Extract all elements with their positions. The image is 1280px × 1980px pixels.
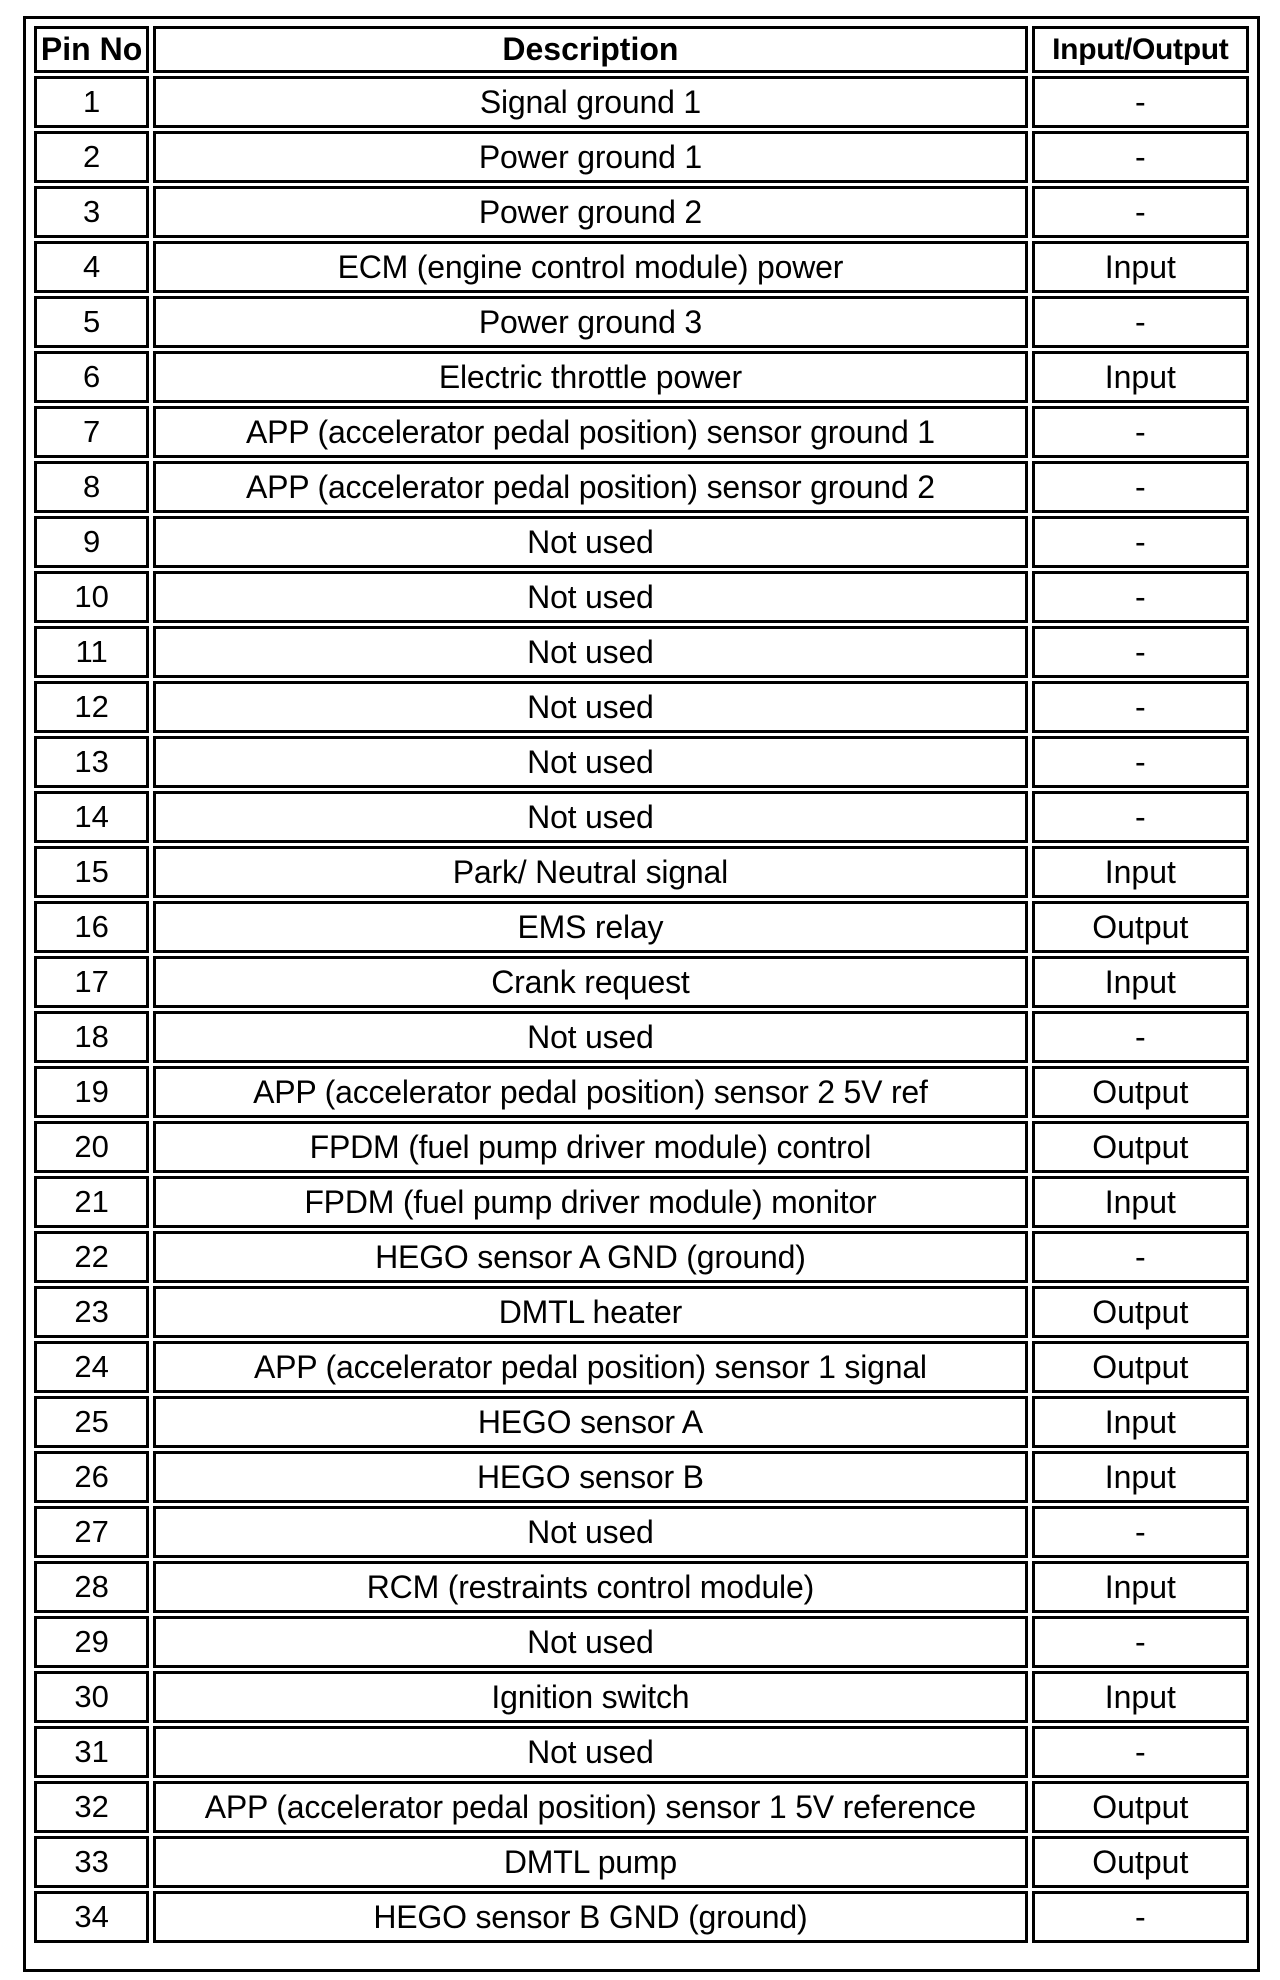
description-cell: Not used bbox=[153, 516, 1027, 568]
table-row bbox=[34, 1286, 1249, 1338]
pin-number-cell: 31 bbox=[34, 1726, 149, 1778]
description-cell: APP (accelerator pedal position) sensor 2 5V ref bbox=[153, 1066, 1027, 1118]
pin-number-cell: 13 bbox=[34, 736, 149, 788]
table-row bbox=[34, 1121, 1249, 1173]
table-row bbox=[34, 626, 1249, 678]
description-cell: Park/ Neutral signal bbox=[153, 846, 1027, 898]
table-row bbox=[34, 1891, 1249, 1943]
description-cell: HEGO sensor B bbox=[153, 1451, 1027, 1503]
description-cell: Not used bbox=[153, 1011, 1027, 1063]
pin-number-cell: 8 bbox=[34, 461, 149, 513]
pin-number-cell: 6 bbox=[34, 351, 149, 403]
input-output-cell: Output bbox=[1032, 1286, 1249, 1338]
table-row bbox=[34, 571, 1249, 623]
input-output-cell: Input bbox=[1032, 956, 1249, 1008]
header-pin-no: Pin No bbox=[34, 26, 149, 73]
pin-number-cell: 9 bbox=[34, 516, 149, 568]
description-cell: Not used bbox=[153, 571, 1027, 623]
table-row bbox=[34, 76, 1249, 128]
table-row bbox=[34, 681, 1249, 733]
pin-number-cell: 5 bbox=[34, 296, 149, 348]
input-output-cell: Input bbox=[1032, 241, 1249, 293]
table-row bbox=[34, 791, 1249, 843]
table-row bbox=[34, 186, 1249, 238]
input-output-cell: - bbox=[1032, 681, 1249, 733]
description-cell: ECM (engine control module) power bbox=[153, 241, 1027, 293]
table-row bbox=[34, 1561, 1249, 1613]
pin-number-cell: 2 bbox=[34, 131, 149, 183]
table-row bbox=[34, 1451, 1249, 1503]
table-row bbox=[34, 516, 1249, 568]
input-output-cell: - bbox=[1032, 76, 1249, 128]
description-cell: DMTL pump bbox=[153, 1836, 1027, 1888]
description-cell: HEGO sensor A GND (ground) bbox=[153, 1231, 1027, 1283]
table-row bbox=[34, 1176, 1249, 1228]
pin-number-cell: 30 bbox=[34, 1671, 149, 1723]
description-cell: Electric throttle power bbox=[153, 351, 1027, 403]
description-cell: Power ground 1 bbox=[153, 131, 1027, 183]
description-cell: HEGO sensor A bbox=[153, 1396, 1027, 1448]
header-description: Description bbox=[153, 26, 1027, 73]
description-cell: Not used bbox=[153, 626, 1027, 678]
input-output-cell: - bbox=[1032, 791, 1249, 843]
table-row bbox=[34, 241, 1249, 293]
input-output-cell: - bbox=[1032, 296, 1249, 348]
input-output-cell: - bbox=[1032, 186, 1249, 238]
description-cell: Power ground 3 bbox=[153, 296, 1027, 348]
table-row bbox=[34, 1231, 1249, 1283]
input-output-cell: Input bbox=[1032, 1671, 1249, 1723]
pin-number-cell: 32 bbox=[34, 1781, 149, 1833]
pin-number-cell: 23 bbox=[34, 1286, 149, 1338]
input-output-cell: Input bbox=[1032, 1561, 1249, 1613]
pin-number-cell: 26 bbox=[34, 1451, 149, 1503]
pin-number-cell: 22 bbox=[34, 1231, 149, 1283]
input-output-cell: Input bbox=[1032, 846, 1249, 898]
description-cell: Not used bbox=[153, 1616, 1027, 1668]
description-cell: APP (accelerator pedal position) sensor ground 1 bbox=[153, 406, 1027, 458]
table-row bbox=[34, 846, 1249, 898]
input-output-cell: Input bbox=[1032, 1176, 1249, 1228]
pin-number-cell: 10 bbox=[34, 571, 149, 623]
table-row bbox=[34, 1836, 1249, 1888]
pin-number-cell: 16 bbox=[34, 901, 149, 953]
pin-number-cell: 27 bbox=[34, 1506, 149, 1558]
input-output-cell: Input bbox=[1032, 1396, 1249, 1448]
input-output-cell: - bbox=[1032, 406, 1249, 458]
table-row bbox=[34, 131, 1249, 183]
input-output-cell: - bbox=[1032, 461, 1249, 513]
description-cell: Not used bbox=[153, 681, 1027, 733]
input-output-cell: - bbox=[1032, 1616, 1249, 1668]
table-row bbox=[34, 1506, 1249, 1558]
pin-number-cell: 28 bbox=[34, 1561, 149, 1613]
description-cell: APP (accelerator pedal position) sensor 1 5V reference bbox=[153, 1781, 1027, 1833]
table-row bbox=[34, 406, 1249, 458]
description-cell: EMS relay bbox=[153, 901, 1027, 953]
input-output-cell: Output bbox=[1032, 1341, 1249, 1393]
pin-number-cell: 29 bbox=[34, 1616, 149, 1668]
pin-number-cell: 3 bbox=[34, 186, 149, 238]
description-cell: APP (accelerator pedal position) sensor ground 2 bbox=[153, 461, 1027, 513]
pin-table-frame bbox=[23, 16, 1260, 1972]
description-cell: Power ground 2 bbox=[153, 186, 1027, 238]
pin-number-cell: 18 bbox=[34, 1011, 149, 1063]
header-input-output: Input/Output bbox=[1032, 26, 1249, 73]
input-output-cell: - bbox=[1032, 516, 1249, 568]
pin-number-cell: 19 bbox=[34, 1066, 149, 1118]
pin-number-cell: 12 bbox=[34, 681, 149, 733]
input-output-cell: Output bbox=[1032, 901, 1249, 953]
description-cell: FPDM (fuel pump driver module) monitor bbox=[153, 1176, 1027, 1228]
input-output-cell: - bbox=[1032, 1726, 1249, 1778]
table-row bbox=[34, 1726, 1249, 1778]
description-cell: Not used bbox=[153, 791, 1027, 843]
pin-number-cell: 11 bbox=[34, 626, 149, 678]
pin-number-cell: 25 bbox=[34, 1396, 149, 1448]
input-output-cell: Input bbox=[1032, 351, 1249, 403]
pin-number-cell: 20 bbox=[34, 1121, 149, 1173]
pin-number-cell: 34 bbox=[34, 1891, 149, 1943]
table-row bbox=[34, 956, 1249, 1008]
input-output-cell: - bbox=[1032, 736, 1249, 788]
pin-number-cell: 15 bbox=[34, 846, 149, 898]
description-cell: DMTL heater bbox=[153, 1286, 1027, 1338]
input-output-cell: - bbox=[1032, 626, 1249, 678]
description-cell: HEGO sensor B GND (ground) bbox=[153, 1891, 1027, 1943]
table-row bbox=[34, 1011, 1249, 1063]
table-row bbox=[34, 1066, 1249, 1118]
input-output-cell: Output bbox=[1032, 1121, 1249, 1173]
description-cell: RCM (restraints control module) bbox=[153, 1561, 1027, 1613]
description-cell: FPDM (fuel pump driver module) control bbox=[153, 1121, 1027, 1173]
pin-number-cell: 33 bbox=[34, 1836, 149, 1888]
pin-number-cell: 7 bbox=[34, 406, 149, 458]
pin-number-cell: 1 bbox=[34, 76, 149, 128]
table-row bbox=[34, 1396, 1249, 1448]
description-cell: APP (accelerator pedal position) sensor 1 signal bbox=[153, 1341, 1027, 1393]
table-row bbox=[34, 351, 1249, 403]
pin-number-cell: 14 bbox=[34, 791, 149, 843]
input-output-cell: - bbox=[1032, 571, 1249, 623]
input-output-cell: Input bbox=[1032, 1451, 1249, 1503]
pin-table bbox=[30, 23, 1253, 1946]
table-row bbox=[34, 296, 1249, 348]
description-cell: Crank request bbox=[153, 956, 1027, 1008]
input-output-cell: - bbox=[1032, 1891, 1249, 1943]
description-cell: Not used bbox=[153, 1726, 1027, 1778]
description-cell: Signal ground 1 bbox=[153, 76, 1027, 128]
table-row bbox=[34, 461, 1249, 513]
description-cell: Ignition switch bbox=[153, 1671, 1027, 1723]
input-output-cell: Output bbox=[1032, 1066, 1249, 1118]
input-output-cell: Output bbox=[1032, 1781, 1249, 1833]
table-row bbox=[34, 736, 1249, 788]
description-cell: Not used bbox=[153, 736, 1027, 788]
input-output-cell: Output bbox=[1032, 1836, 1249, 1888]
input-output-cell: - bbox=[1032, 1506, 1249, 1558]
table-row bbox=[34, 901, 1249, 953]
input-output-cell: - bbox=[1032, 1011, 1249, 1063]
pin-number-cell: 4 bbox=[34, 241, 149, 293]
input-output-cell: - bbox=[1032, 1231, 1249, 1283]
table-row bbox=[34, 1341, 1249, 1393]
pin-number-cell: 24 bbox=[34, 1341, 149, 1393]
input-output-cell: - bbox=[1032, 131, 1249, 183]
pin-number-cell: 17 bbox=[34, 956, 149, 1008]
table-body bbox=[34, 76, 1249, 1943]
description-cell: Not used bbox=[153, 1506, 1027, 1558]
table-header-row bbox=[34, 26, 1249, 73]
table-row bbox=[34, 1781, 1249, 1833]
pin-number-cell: 21 bbox=[34, 1176, 149, 1228]
table-row bbox=[34, 1616, 1249, 1668]
table-row bbox=[34, 1671, 1249, 1723]
